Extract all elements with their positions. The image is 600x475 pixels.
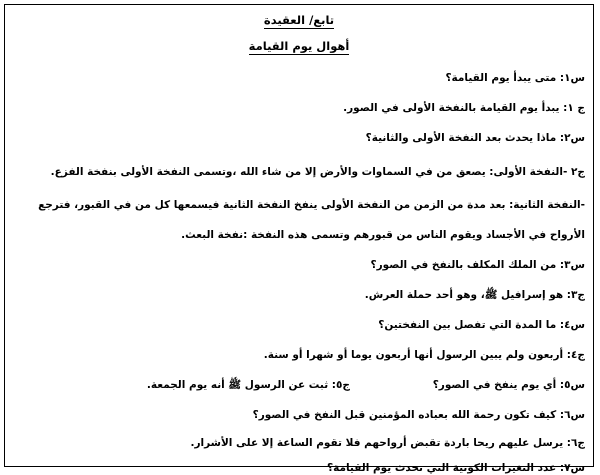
question-3: س٣: من الملك المكلف بالنفخ في الصور؟ bbox=[370, 259, 585, 271]
page-subtitle: أهوال يوم القيامة bbox=[248, 39, 350, 53]
question-answer-5-row bbox=[13, 378, 585, 392]
question-5: س٥: أي يوم ينفخ في الصور؟ bbox=[432, 379, 585, 391]
question-1: س١: متى يبدأ يوم القيامة؟ bbox=[445, 72, 585, 84]
answer-1: ج ١: يبدأ يوم القيامة بالنفخة الأولى في الصور. bbox=[343, 102, 585, 114]
question-4: س٤: ما المدة التي تفصل بين النفختين؟ bbox=[378, 319, 585, 331]
answer-2-continued: الأرواح في الأجساد ويقوم الناس من قبورهم وتسمى هذه النفخة :نفخة البعث. bbox=[181, 229, 585, 241]
page-title: تابع/ العقيدة bbox=[263, 13, 335, 27]
question-2: س٢: ماذا يحدث بعد النفخة الأولى والثانية؟ bbox=[365, 132, 585, 144]
document-page bbox=[4, 4, 594, 474]
answer-5: ج٥: ثبت عن الرسول ﷺ أنه يوم الجمعة. bbox=[146, 379, 350, 391]
answer-2-second-blow: -النفخة الثانية: بعد مدة من الزمن من النفخة الأولى ينفخ النفخة الثانية فيسمعها كل من في القبور، فترجع bbox=[38, 199, 585, 211]
question-6: س٦: كيف تكون رحمة الله بعباده المؤمنين قبل النفخ في الصور؟ bbox=[252, 409, 585, 421]
answer-3: ج٣: هو إسرافيل ﷺ، وهو أحد حملة العرش. bbox=[364, 289, 585, 301]
answer-4: ج٤: أربعون ولم يبين الرسول أنها أربعون يوما أو شهرا أو سنة. bbox=[263, 349, 585, 361]
answer-2-first-blow: ج٢ -النفخة الأولى: يصعق من في السماوات والأرض إلا من شاء الله ،وتسمى النفخة الأولى بنفخة الفزع. bbox=[50, 166, 585, 178]
question-7: س٧: عدد التغيرات الكونية التي تحدث يوم القيامة؟ bbox=[327, 462, 585, 474]
answer-6: ج٦: يرسل عليهم ريحا باردة تقبض أرواحهم فلا تقوم الساعة إلا على الأشرار. bbox=[190, 437, 585, 449]
